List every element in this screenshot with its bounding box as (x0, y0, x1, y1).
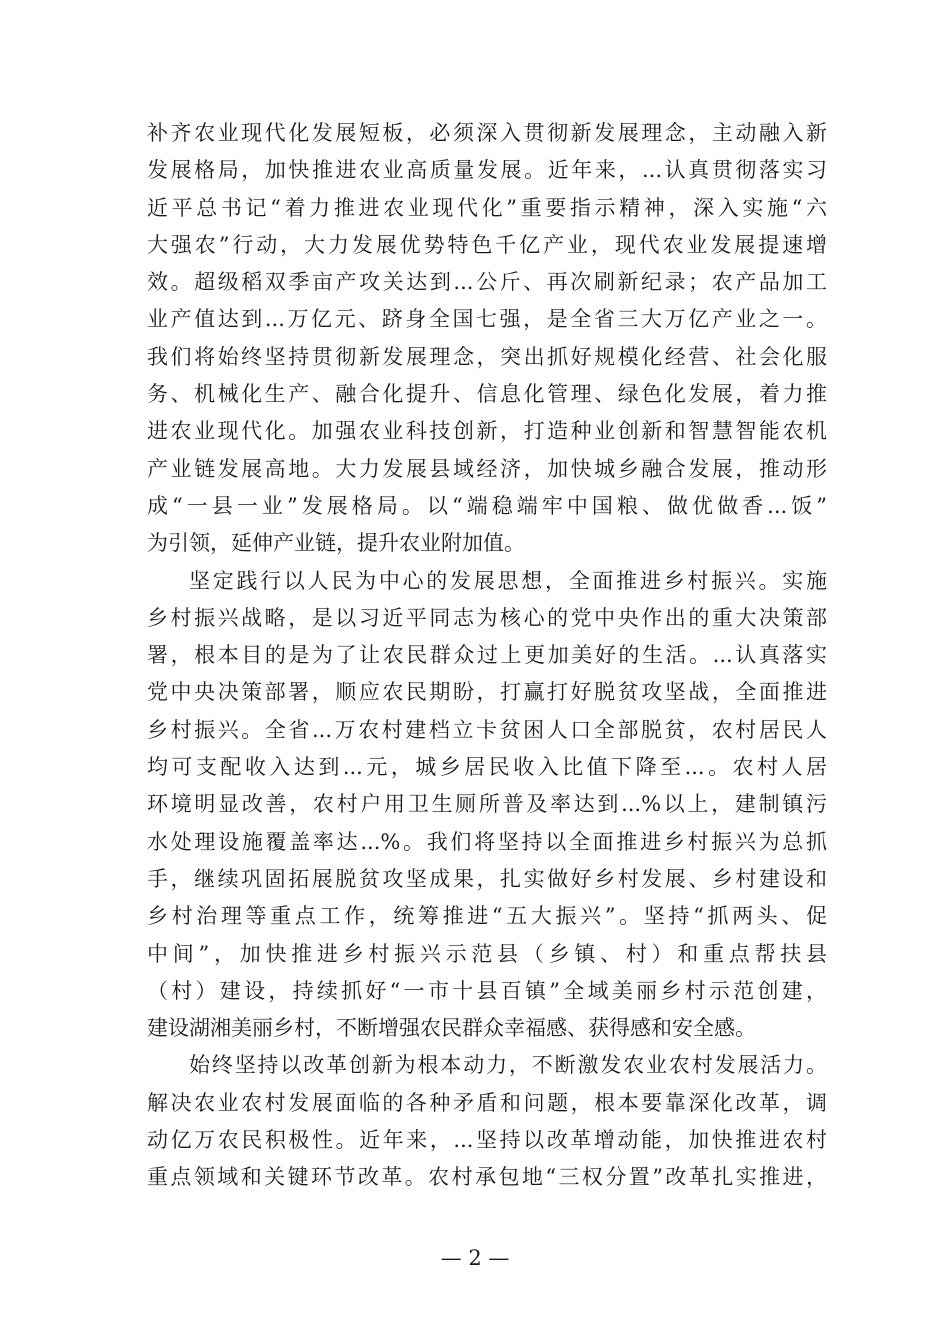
text-line: 中间”，加快推进乡村振兴示范县（乡镇、村）和重点帮扶县 (147, 941, 827, 966)
text-line: 成“一县一业”发展格局。以“端稳端牢中国粮、做优做香...饭” (147, 493, 827, 518)
text-line: （村）建设，持续抓好“一市十县百镇”全域美丽乡村示范创建， (147, 978, 827, 1003)
paragraph-first-line: 坚定践行以人民为中心的发展思想，全面推进乡村振兴。实施 (189, 568, 827, 593)
body-text (147, 115, 827, 1197)
text-line: 进农业现代化。加强农业科技创新，打造种业创新和智慧智能农机 (147, 419, 827, 444)
text-line: 党中央决策部署，顺应农民期盼，打赢打好脱贫攻坚战，全面推进 (147, 680, 827, 705)
text-line: 补齐农业现代化发展短板，必须深入贯彻新发展理念，主动融入新 (147, 121, 827, 145)
text-line: 乡村振兴战略，是以习近平同志为核心的党中央作出的重大决策部 (147, 605, 827, 630)
text-line: 乡村振兴。全省...万农村建档立卡贫困人口全部脱贫，农村居民人 (147, 717, 827, 742)
page-number: — 2 — (440, 1246, 510, 1270)
paragraph-first-line: 始终坚持以改革创新为根本动力，不断激发农业农村发展活力。 (189, 1053, 827, 1078)
text-line: 我们将始终坚持贯彻新发展理念，突出抓好规模化经营、社会化服 (147, 344, 827, 369)
text-line: 乡村治理等重点工作，统筹推进“五大振兴”。坚持“抓两头、促 (147, 904, 827, 929)
text-line: 为引领，延伸产业链，提升农业附加值。 (147, 531, 525, 556)
text-line: 水处理设施覆盖率达...%。我们将坚持以全面推进乡村振兴为总抓 (147, 829, 827, 854)
text-line: 手，继续巩固拓展脱贫攻坚成果，扎实做好乡村发展、乡村建设和 (147, 866, 827, 891)
text-line: 署，根本目的是为了让农民群众过上更加美好的生活。...认真落实 (147, 643, 827, 668)
text-line: 务、机械化生产、融合化提升、信息化管理、绿色化发展，着力推 (147, 382, 827, 407)
text-line: 解决农业农村发展面临的各种矛盾和问题，根本要靠深化改革，调 (147, 1090, 827, 1115)
text-line: 大强农”行动，大力发展优势特色千亿产业，现代农业发展提速增 (147, 232, 827, 257)
text-line: 动亿万农民积极性。近年来，...坚持以改革增动能，加快推进农村 (147, 1128, 827, 1153)
text-line: 近平总书记“着力推进农业现代化”重要指示精神，深入实施“六 (147, 195, 827, 220)
text-line: 发展格局，加快推进农业高质量发展。近年来，...认真贯彻落实习 (147, 158, 827, 183)
text-line: 效。超级稻双季亩产攻关达到...公斤、再次刷新纪录；农产品加工 (147, 270, 827, 295)
text-line: 业产值达到...万亿元、跻身全国七强，是全省三大万亿产业之一。 (147, 307, 827, 332)
text-line: 环境明显改善，农村户用卫生厕所普及率达到...%以上，建制镇污 (147, 792, 827, 817)
text-line: 重点领域和关键环节改革。农村承包地“三权分置”改革扎实推进， (147, 1165, 827, 1190)
text-line: 产业链发展高地。大力发展县域经济，加快城乡融合发展，推动形 (147, 456, 827, 481)
text-line: 均可支配收入达到...元，城乡居民收入比值下降至...。农村人居 (147, 755, 827, 780)
text-line: 建设湖湘美丽乡村，不断增强农民群众幸福感、获得感和安全感。 (147, 1016, 756, 1041)
